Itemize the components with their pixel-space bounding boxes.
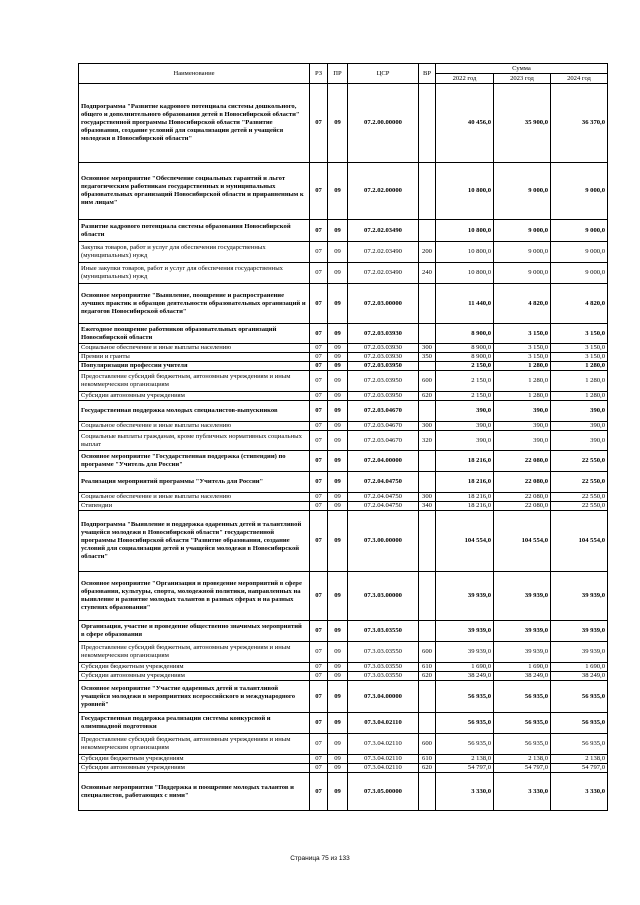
row-2023-cell: 3 150,0 (494, 324, 551, 344)
row-pr-cell: 09 (328, 621, 348, 642)
row-csr-cell: 07.2.03.03950 (348, 371, 419, 392)
row-2022-cell: 2 150,0 (436, 371, 494, 392)
row-name-cell: Подпрограмма "Выявление и поддержка одаренных детей и талантливой учащейся молодежи в Новосибирской области" государственной программы Новосибирской области "Развитие образования, создание условий для социализации детей и учащейся молодежи в Новосибирской области" (79, 511, 310, 572)
row-csr-cell: 07.3.04.00000 (348, 681, 419, 713)
table-row (79, 344, 608, 353)
table-row (79, 263, 608, 284)
row-rz-cell: 07 (310, 572, 328, 621)
row-2022-cell: 18 216,0 (436, 472, 494, 493)
row-2022-cell: 56 935,0 (436, 713, 494, 734)
row-2022-cell: 39 939,0 (436, 572, 494, 621)
table-row (79, 422, 608, 431)
row-name-cell: Субсидии автономным учреждениям (79, 764, 310, 773)
row-pr-cell: 09 (328, 755, 348, 764)
budget-table-page (78, 63, 607, 811)
row-rz-cell: 07 (310, 362, 328, 371)
row-csr-cell: 07.2.03.04670 (348, 401, 419, 422)
table-row (79, 401, 608, 422)
row-2023-cell: 22 080,0 (494, 451, 551, 472)
row-name-cell: Государственная поддержка молодых специалистов-выпускников (79, 401, 310, 422)
row-rz-cell: 07 (310, 84, 328, 163)
row-vr-cell: 350 (419, 353, 436, 362)
row-2022-cell: 18 216,0 (436, 493, 494, 502)
col-header-vr: ВР (419, 64, 436, 84)
row-2023-cell: 4 820,0 (494, 284, 551, 324)
row-2024-cell: 3 150,0 (551, 344, 608, 353)
row-csr-cell: 07.2.03.03930 (348, 353, 419, 362)
row-2024-cell: 36 370,0 (551, 84, 608, 163)
row-name-cell: Основное мероприятие "Обеспечение социальных гарантий и льгот педагогическим работникам государственных и муниципальных образовательных организаций Новосибирской области и приравненным к ним лицам" (79, 163, 310, 220)
row-rz-cell: 07 (310, 220, 328, 242)
col-header-name: Наименование (79, 64, 310, 84)
table-row (79, 755, 608, 764)
row-pr-cell: 09 (328, 401, 348, 422)
table-row (79, 663, 608, 672)
row-2022-cell: 1 690,0 (436, 663, 494, 672)
row-vr-cell (419, 362, 436, 371)
row-name-cell: Основное мероприятие "Выявление, поощрение и распространение лучших практик и образцов деятельности образовательных организаций и педагогов Новосибирской области" (79, 284, 310, 324)
row-2024-cell: 104 554,0 (551, 511, 608, 572)
row-name-cell: Премии и гранты (79, 353, 310, 362)
row-name-cell: Иные закупки товаров, работ и услуг для обеспечения государственных (муниципальных) нужд (79, 263, 310, 284)
row-vr-cell (419, 163, 436, 220)
row-rz-cell: 07 (310, 472, 328, 493)
row-2022-cell: 2 150,0 (436, 392, 494, 401)
row-vr-cell (419, 511, 436, 572)
row-pr-cell: 09 (328, 431, 348, 451)
col-header-2024: 2024 год (551, 74, 608, 84)
table-row (79, 773, 608, 811)
row-2023-cell: 39 939,0 (494, 572, 551, 621)
table-row (79, 163, 608, 220)
row-2023-cell: 39 939,0 (494, 621, 551, 642)
row-2022-cell: 390,0 (436, 422, 494, 431)
row-rz-cell: 07 (310, 672, 328, 681)
row-2024-cell: 9 000,0 (551, 242, 608, 263)
row-vr-cell: 620 (419, 764, 436, 773)
row-2023-cell: 9 000,0 (494, 163, 551, 220)
row-2023-cell: 9 000,0 (494, 242, 551, 263)
row-vr-cell (419, 681, 436, 713)
row-2024-cell: 39 939,0 (551, 572, 608, 621)
row-csr-cell: 07.2.04.04750 (348, 493, 419, 502)
row-pr-cell: 09 (328, 451, 348, 472)
row-pr-cell: 09 (328, 392, 348, 401)
table-row (79, 681, 608, 713)
row-csr-cell: 07.3.04.02110 (348, 755, 419, 764)
row-csr-cell: 07.2.03.04670 (348, 431, 419, 451)
row-name-cell: Реализация мероприятий программы "Учитель для России" (79, 472, 310, 493)
row-pr-cell: 09 (328, 502, 348, 511)
row-2024-cell: 56 935,0 (551, 734, 608, 755)
row-2023-cell: 390,0 (494, 401, 551, 422)
row-csr-cell: 07.2.02.03490 (348, 220, 419, 242)
row-pr-cell: 09 (328, 511, 348, 572)
row-vr-cell: 620 (419, 672, 436, 681)
row-2024-cell: 38 249,0 (551, 672, 608, 681)
row-2024-cell: 22 550,0 (551, 472, 608, 493)
table-row (79, 502, 608, 511)
row-vr-cell (419, 572, 436, 621)
row-vr-cell (419, 84, 436, 163)
row-2024-cell: 22 550,0 (551, 502, 608, 511)
row-name-cell: Подпрограмма "Развитие кадрового потенциала системы дошкольного, общего и дополнительного образования детей в Новосибирской области" государственной программы Новосибирской области "Развитие образования, создание условий для социализации детей и учащейся молодежи в Новосибирской области" (79, 84, 310, 163)
row-2024-cell: 1 690,0 (551, 663, 608, 672)
row-2024-cell: 390,0 (551, 431, 608, 451)
row-2022-cell: 54 797,0 (436, 764, 494, 773)
row-name-cell: Стипендии (79, 502, 310, 511)
row-rz-cell: 07 (310, 773, 328, 811)
col-header-rz: РЗ (310, 64, 328, 84)
row-pr-cell: 09 (328, 353, 348, 362)
row-rz-cell: 07 (310, 431, 328, 451)
row-pr-cell: 09 (328, 734, 348, 755)
row-vr-cell (419, 220, 436, 242)
row-2023-cell: 9 000,0 (494, 220, 551, 242)
row-pr-cell: 09 (328, 220, 348, 242)
row-csr-cell: 07.3.03.03550 (348, 663, 419, 672)
row-vr-cell (419, 401, 436, 422)
row-2023-cell: 39 939,0 (494, 642, 551, 663)
row-vr-cell: 340 (419, 502, 436, 511)
row-csr-cell: 07.2.04.04750 (348, 502, 419, 511)
row-name-cell: Закупка товаров, работ и услуг для обеспечения государственных (муниципальных) нужд (79, 242, 310, 263)
row-2022-cell: 56 935,0 (436, 734, 494, 755)
row-csr-cell: 07.3.03.03550 (348, 642, 419, 663)
row-csr-cell: 07.2.03.03950 (348, 392, 419, 401)
row-rz-cell: 07 (310, 284, 328, 324)
row-rz-cell: 07 (310, 621, 328, 642)
row-name-cell: Социальное обеспечение и иные выплаты населению (79, 422, 310, 431)
row-2023-cell: 56 935,0 (494, 734, 551, 755)
row-name-cell: Основное мероприятие "Организация и проведение мероприятий в сфере образования, культуры, спорта, молодежной политики, направленных на выявление и развитие молодых талантов в разных сферах и на разных ступенях образования" (79, 572, 310, 621)
row-2023-cell: 56 935,0 (494, 681, 551, 713)
row-name-cell: Основные мероприятия "Поддержка и поощрение молодых талантов и специалистов, работающих с ними" (79, 773, 310, 811)
row-vr-cell (419, 324, 436, 344)
row-2024-cell: 1 280,0 (551, 371, 608, 392)
row-2023-cell: 3 150,0 (494, 344, 551, 353)
row-2023-cell: 1 280,0 (494, 392, 551, 401)
row-2022-cell: 10 800,0 (436, 263, 494, 284)
row-csr-cell: 07.2.03.03950 (348, 362, 419, 371)
row-2023-cell: 1 690,0 (494, 663, 551, 672)
row-2022-cell: 10 800,0 (436, 242, 494, 263)
row-pr-cell: 09 (328, 84, 348, 163)
table-row (79, 431, 608, 451)
row-rz-cell: 07 (310, 422, 328, 431)
row-2024-cell: 56 935,0 (551, 681, 608, 713)
row-rz-cell: 07 (310, 163, 328, 220)
row-2023-cell: 22 080,0 (494, 493, 551, 502)
row-rz-cell: 07 (310, 242, 328, 263)
row-rz-cell: 07 (310, 324, 328, 344)
row-2022-cell: 10 800,0 (436, 163, 494, 220)
row-name-cell: Предоставление субсидий бюджетным, автономным учреждениям и иным некоммерческим организациям (79, 371, 310, 392)
row-vr-cell: 300 (419, 493, 436, 502)
row-vr-cell: 610 (419, 663, 436, 672)
row-vr-cell: 240 (419, 263, 436, 284)
table-row (79, 472, 608, 493)
row-2024-cell: 22 550,0 (551, 451, 608, 472)
row-pr-cell: 09 (328, 163, 348, 220)
row-csr-cell: 07.3.04.02110 (348, 764, 419, 773)
row-2023-cell: 22 080,0 (494, 472, 551, 493)
row-csr-cell: 07.2.02.03490 (348, 242, 419, 263)
row-2022-cell: 390,0 (436, 431, 494, 451)
row-2024-cell: 390,0 (551, 422, 608, 431)
row-2022-cell: 39 939,0 (436, 642, 494, 663)
row-csr-cell: 07.2.02.03490 (348, 263, 419, 284)
row-2022-cell: 56 935,0 (436, 681, 494, 713)
col-header-2023: 2023 год (494, 74, 551, 84)
table-row (79, 242, 608, 263)
row-vr-cell: 600 (419, 371, 436, 392)
row-rz-cell: 07 (310, 663, 328, 672)
row-csr-cell: 07.2.03.00000 (348, 284, 419, 324)
row-2022-cell: 39 939,0 (436, 621, 494, 642)
row-2024-cell: 3 330,0 (551, 773, 608, 811)
table-row (79, 371, 608, 392)
table-row (79, 572, 608, 621)
table-row (79, 764, 608, 773)
row-csr-cell: 07.2.03.03930 (348, 344, 419, 353)
row-vr-cell (419, 472, 436, 493)
row-2023-cell: 9 000,0 (494, 263, 551, 284)
row-name-cell: Предоставление субсидий бюджетным, автономным учреждениям и иным некоммерческим организациям (79, 642, 310, 663)
row-rz-cell: 07 (310, 493, 328, 502)
row-rz-cell: 07 (310, 734, 328, 755)
col-header-2022: 2022 год (436, 74, 494, 84)
row-2024-cell: 39 939,0 (551, 621, 608, 642)
row-pr-cell: 09 (328, 344, 348, 353)
row-2023-cell: 1 280,0 (494, 362, 551, 371)
row-2024-cell: 3 150,0 (551, 353, 608, 362)
row-2024-cell: 390,0 (551, 401, 608, 422)
row-name-cell: Социальное обеспечение и иные выплаты населению (79, 493, 310, 502)
row-csr-cell: 07.3.03.03550 (348, 672, 419, 681)
row-vr-cell (419, 284, 436, 324)
row-2024-cell: 1 280,0 (551, 392, 608, 401)
row-name-cell: Организация, участие и проведение общественно значимых мероприятий в сфере образования (79, 621, 310, 642)
row-2023-cell: 56 935,0 (494, 713, 551, 734)
row-vr-cell (419, 773, 436, 811)
table-row (79, 713, 608, 734)
table-row (79, 493, 608, 502)
row-name-cell: Основное мероприятие "Участие одаренных детей и талантливой учащейся молодежи в мероприятиях всероссийского и международного уровней" (79, 681, 310, 713)
row-vr-cell: 300 (419, 422, 436, 431)
row-csr-cell: 07.2.00.00000 (348, 84, 419, 163)
row-2022-cell: 38 249,0 (436, 672, 494, 681)
row-pr-cell: 09 (328, 242, 348, 263)
row-rz-cell: 07 (310, 401, 328, 422)
row-2022-cell: 8 900,0 (436, 344, 494, 353)
table-row (79, 672, 608, 681)
row-name-cell: Популяризация профессии учителя (79, 362, 310, 371)
row-rz-cell: 07 (310, 451, 328, 472)
table-row (79, 621, 608, 642)
row-2023-cell: 1 280,0 (494, 371, 551, 392)
row-pr-cell: 09 (328, 284, 348, 324)
row-csr-cell: 07.3.05.00000 (348, 773, 419, 811)
row-rz-cell: 07 (310, 392, 328, 401)
row-2024-cell: 4 820,0 (551, 284, 608, 324)
row-2022-cell: 390,0 (436, 401, 494, 422)
row-csr-cell: 07.3.03.03550 (348, 621, 419, 642)
row-2022-cell: 40 456,0 (436, 84, 494, 163)
table-row (79, 392, 608, 401)
row-vr-cell (419, 621, 436, 642)
row-vr-cell (419, 451, 436, 472)
col-header-pr: ПР (328, 64, 348, 84)
row-2023-cell: 2 138,0 (494, 755, 551, 764)
row-rz-cell: 07 (310, 344, 328, 353)
row-2022-cell: 18 216,0 (436, 502, 494, 511)
row-rz-cell: 07 (310, 371, 328, 392)
row-vr-cell: 320 (419, 431, 436, 451)
row-2022-cell: 3 330,0 (436, 773, 494, 811)
row-csr-cell: 07.2.02.00000 (348, 163, 419, 220)
row-csr-cell: 07.3.00.00000 (348, 511, 419, 572)
budget-table (78, 63, 608, 811)
row-name-cell: Ежегодное поощрение работников образовательных организаций Новосибирской области (79, 324, 310, 344)
table-row (79, 220, 608, 242)
row-2024-cell: 22 550,0 (551, 493, 608, 502)
row-rz-cell: 07 (310, 755, 328, 764)
row-pr-cell: 09 (328, 764, 348, 773)
table-row (79, 511, 608, 572)
row-csr-cell: 07.2.04.04750 (348, 472, 419, 493)
row-2023-cell: 390,0 (494, 431, 551, 451)
row-csr-cell: 07.3.04.02110 (348, 713, 419, 734)
page-number: Страница 75 из 133 (290, 855, 350, 862)
row-rz-cell: 07 (310, 502, 328, 511)
row-name-cell: Субсидии автономным учреждениям (79, 672, 310, 681)
row-pr-cell: 09 (328, 324, 348, 344)
row-pr-cell: 09 (328, 362, 348, 371)
row-csr-cell: 07.3.04.02110 (348, 734, 419, 755)
row-pr-cell: 09 (328, 713, 348, 734)
row-rz-cell: 07 (310, 764, 328, 773)
row-2023-cell: 35 900,0 (494, 84, 551, 163)
col-header-sum: Сумма (436, 64, 608, 74)
row-vr-cell: 300 (419, 344, 436, 353)
row-pr-cell: 09 (328, 493, 348, 502)
row-2024-cell: 9 000,0 (551, 220, 608, 242)
row-vr-cell: 620 (419, 392, 436, 401)
row-2022-cell: 2 138,0 (436, 755, 494, 764)
row-2024-cell: 2 138,0 (551, 755, 608, 764)
row-rz-cell: 07 (310, 713, 328, 734)
row-vr-cell (419, 713, 436, 734)
table-row (79, 451, 608, 472)
row-2024-cell: 9 000,0 (551, 263, 608, 284)
row-2023-cell: 3 150,0 (494, 353, 551, 362)
row-2023-cell: 38 249,0 (494, 672, 551, 681)
row-pr-cell: 09 (328, 663, 348, 672)
row-name-cell: Субсидии бюджетным учреждениям (79, 755, 310, 764)
col-header-csr: ЦСР (348, 64, 419, 84)
row-2022-cell: 2 150,0 (436, 362, 494, 371)
row-vr-cell: 600 (419, 642, 436, 663)
row-2024-cell: 3 150,0 (551, 324, 608, 344)
row-2023-cell: 104 554,0 (494, 511, 551, 572)
table-row (79, 84, 608, 163)
row-vr-cell: 600 (419, 734, 436, 755)
row-2024-cell: 54 797,0 (551, 764, 608, 773)
row-pr-cell: 09 (328, 681, 348, 713)
row-rz-cell: 07 (310, 511, 328, 572)
row-2023-cell: 3 330,0 (494, 773, 551, 811)
table-row (79, 284, 608, 324)
row-name-cell: Субсидии автономным учреждениям (79, 392, 310, 401)
table-row (79, 362, 608, 371)
row-csr-cell: 07.2.04.00000 (348, 451, 419, 472)
row-2022-cell: 8 900,0 (436, 324, 494, 344)
row-2022-cell: 8 900,0 (436, 353, 494, 362)
row-rz-cell: 07 (310, 263, 328, 284)
row-rz-cell: 07 (310, 642, 328, 663)
row-2024-cell: 39 939,0 (551, 642, 608, 663)
row-2023-cell: 54 797,0 (494, 764, 551, 773)
table-row (79, 324, 608, 344)
row-pr-cell: 09 (328, 672, 348, 681)
row-csr-cell: 07.3.03.00000 (348, 572, 419, 621)
row-2022-cell: 10 800,0 (436, 220, 494, 242)
row-rz-cell: 07 (310, 353, 328, 362)
row-2023-cell: 390,0 (494, 422, 551, 431)
row-pr-cell: 09 (328, 472, 348, 493)
budget-table-body (79, 84, 608, 811)
row-name-cell: Социальное обеспечение и иные выплаты населению (79, 344, 310, 353)
row-pr-cell: 09 (328, 572, 348, 621)
row-csr-cell: 07.2.03.03930 (348, 324, 419, 344)
row-name-cell: Социальные выплаты гражданам, кроме публичных нормативных социальных выплат (79, 431, 310, 451)
row-2022-cell: 11 440,0 (436, 284, 494, 324)
row-rz-cell: 07 (310, 681, 328, 713)
row-name-cell: Предоставление субсидий бюджетным, автономным учреждениям и иным некоммерческим организациям (79, 734, 310, 755)
row-pr-cell: 09 (328, 371, 348, 392)
row-csr-cell: 07.2.03.04670 (348, 422, 419, 431)
table-row (79, 642, 608, 663)
row-pr-cell: 09 (328, 773, 348, 811)
row-2024-cell: 1 280,0 (551, 362, 608, 371)
row-2023-cell: 22 080,0 (494, 502, 551, 511)
row-2022-cell: 104 554,0 (436, 511, 494, 572)
row-2024-cell: 9 000,0 (551, 163, 608, 220)
row-pr-cell: 09 (328, 642, 348, 663)
row-pr-cell: 09 (328, 422, 348, 431)
row-vr-cell: 200 (419, 242, 436, 263)
table-row (79, 353, 608, 362)
row-2024-cell: 56 935,0 (551, 713, 608, 734)
row-name-cell: Государственная поддержка реализации системы конкурсной и олимпиадной подготовки (79, 713, 310, 734)
row-name-cell: Развитие кадрового потенциала системы образования Новосибирской области (79, 220, 310, 242)
row-pr-cell: 09 (328, 263, 348, 284)
row-name-cell: Основное мероприятие "Государственная поддержка (стипендии) по программе "Учитель для России" (79, 451, 310, 472)
row-2022-cell: 18 216,0 (436, 451, 494, 472)
table-row (79, 734, 608, 755)
row-vr-cell: 610 (419, 755, 436, 764)
row-name-cell: Субсидии бюджетным учреждениям (79, 663, 310, 672)
